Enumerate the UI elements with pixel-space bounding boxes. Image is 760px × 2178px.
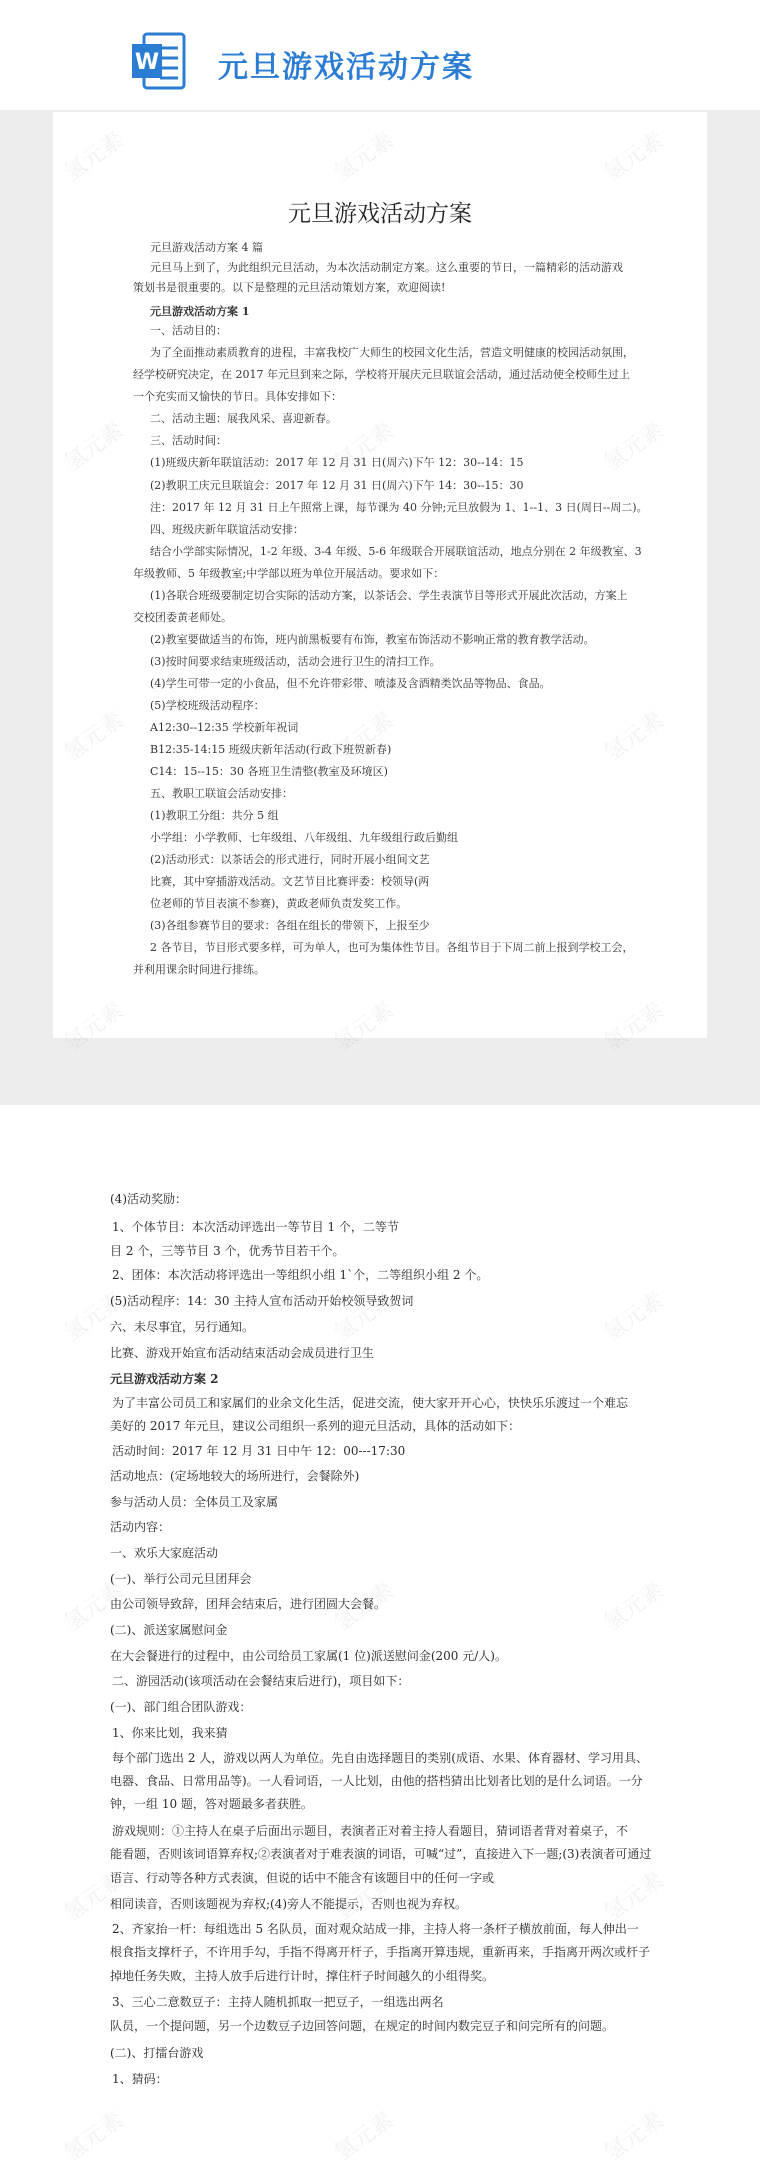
paragraph-line: 每个部门选出 2 人，游戏以两人为单位。先自由选择题目的类别(成语、水果、体育器材、学习用具、 [112, 1751, 648, 1765]
paragraph-line: (1)教职工分组：共分 5 组 [150, 809, 279, 822]
paragraph-line: 经学校研究决定，在 2017 年元旦到来之际，学校将开展庆元旦联谊会活动，通过活动使全校师生过上 [133, 368, 630, 381]
watermark-text: 氢元素 [599, 1577, 669, 1637]
paragraph-line: 年级教师、5 年级教室;中学部以班为单位开展活动。要求如下： [133, 567, 445, 580]
paragraph-line: 位老师的节目表演不参赛)，黄政老师负责发奖工作。 [150, 897, 408, 910]
paragraph-line: 为了丰富公司员工和家属们的业余文化生活，促进交流，使大家开开心心，快快乐乐渡过一个难忘 [112, 1396, 629, 1410]
paragraph-line: (1)班级庆新年联谊活动：2017 年 12 月 31 日(周六)下午 12：30--14：15 [150, 456, 524, 469]
watermark-text: 氢元素 [59, 127, 129, 187]
watermark-text: 氢元素 [599, 1287, 669, 1347]
watermark-text: 氢元素 [599, 2107, 669, 2167]
paragraph-line: 结合小学部实际情况，1-2 年级、3-4 年级、5-6 年级联合开展联谊活动，地点分别在 2 年级教室、3 [150, 545, 642, 558]
paragraph-line: 电器、食品、日常用品等)。一人看词语，一人比划，由他的搭档猜出比划者比划的是什么词语。一分 [110, 1774, 643, 1788]
paragraph-line: 活动地点：(定场地较大的场所进行，会餐除外) [110, 1469, 360, 1483]
svg-text:W: W [134, 50, 160, 75]
watermark-text: 氢元素 [329, 707, 399, 767]
document-title: 元旦游戏活动方案 [288, 201, 472, 227]
paragraph-line: 相同读音，否则该题视为弃权;(4)旁人不能提示，否则也视为弃权。 [110, 1897, 468, 1911]
paragraph-line: 活动内容： [110, 1520, 171, 1534]
paragraph-line: 队员，一个提问题，另一个边数豆子边回答问题，在规定的时间内数完豆子和问完所有的问题。 [110, 2019, 615, 2033]
paragraph-line: 钟，一组 10 题，答对题最多者获胜。 [110, 1797, 313, 1811]
watermark-text: 氢元素 [59, 1867, 129, 1927]
paragraph-line: 1、你来比划，我来猜 [112, 1726, 228, 1740]
paragraph-line: (一)、举行公司元旦团拜会 [110, 1572, 252, 1586]
paragraph-line: 1、个体节目：本次活动评选出一等节目 1 个，二等节 [112, 1220, 399, 1234]
paragraph-line: (5)活动程序：14：30 主持人宣布活动开始校领导致贺词 [110, 1294, 414, 1308]
paragraph-line: 能看题，否则该词语算弃权;②表演者对于难表演的词语，可喊“过”，直接进入下一题;(3)表演者可通过 [110, 1847, 652, 1861]
paragraph-line: 目 2 个，三等节目 3 个，优秀节目若干个。 [110, 1244, 345, 1258]
paragraph-line: 元旦游戏活动方案 1 [150, 305, 250, 318]
word-doc-icon [130, 32, 186, 90]
paragraph-line: C14：15--15：30 各班卫生清整(教室及环境区) [150, 765, 388, 778]
paragraph-line: (2)活动形式：以茶话会的形式进行，同时开展小组间文艺 [150, 853, 430, 866]
paragraph-line: 1、猜码： [112, 2072, 168, 2086]
paragraph-line: 2 各节目，节目形式要多样，可为单人，也可为集体性节目。各组节目于下周二前上报到学校工会， [150, 941, 634, 954]
paragraph-line: 并利用课余时间进行排练。 [133, 963, 265, 976]
paragraph-line: 比赛、游戏开始宣布活动结束活动会成员进行卫生 [110, 1346, 375, 1360]
watermark-text: 氢元素 [329, 2107, 399, 2167]
paragraph-line: 元旦马上到了，为此组织元旦活动，为本次活动制定方案。这么重要的节日，一篇精彩的活动游戏 [150, 261, 623, 274]
paragraph-line: 小学组：小学教师、七年级组、八年级组、九年级组行政后勤组 [150, 831, 458, 844]
paragraph-line: 比赛，其中穿插游戏活动。文艺节目比赛评委：校领导(两 [150, 875, 430, 888]
watermark-text: 氢元素 [329, 1287, 399, 1347]
paragraph-line: 美好的 2017 年元旦，建议公司组织一系列的迎元旦活动，具体的活动如下： [110, 1419, 521, 1433]
watermark-text: 氢元素 [329, 997, 399, 1057]
watermark-text: 氢元素 [59, 1287, 129, 1347]
paragraph-line: 五、教职工联谊会活动安排： [150, 787, 293, 800]
paragraph-line: (3)各组参赛节目的要求：各组在组长的带领下，上报至少 [150, 919, 430, 932]
watermark-text: 氢元素 [59, 707, 129, 767]
banner-title: 元旦游戏活动方案 [218, 50, 474, 85]
paragraph-line: (2)教职工庆元旦联谊会：2017 年 12 月 31 日(周六)下午 14：30--15：30 [150, 479, 524, 492]
watermark-text: 氢元素 [599, 707, 669, 767]
paragraph-line: 一、欢乐大家庭活动 [110, 1546, 219, 1560]
paragraph-line: (一)、部门组合团队游戏： [110, 1700, 252, 1714]
paragraph-line: 二、活动主题：展我风采、喜迎新春。 [150, 412, 337, 425]
header-banner [0, 0, 760, 110]
paragraph-line: 二、游园活动(该项活动在会餐结束后进行)，项目如下： [112, 1674, 410, 1688]
watermark-text: 氢元素 [599, 417, 669, 477]
paragraph-line: 一、活动目的： [150, 324, 227, 337]
paragraph-line: 在大会餐进行的过程中，由公司给员工家属(1 位)派送慰问金(200 元/人)。 [110, 1649, 507, 1663]
paragraph-line: 交校团委黄老师处。 [133, 611, 232, 624]
paragraph-line: 根食指支撑杆子，不许用手勾，手指不得离开杆子，手指离开算违规，重新再来，手指离开两次或杆子 [110, 1945, 651, 1959]
paragraph-line: 语言、行动等各种方式表演，但说的话中不能含有该题目中的任何一字或 [110, 1871, 495, 1885]
paragraph-line: 3、三心二意数豆子：主持人随机抓取一把豆子，一组选出两名 [112, 1995, 444, 2009]
paragraph-line: (5)学校班级活动程序： [150, 699, 265, 712]
watermark-text: 氢元素 [599, 1867, 669, 1927]
paragraph-line: A12:30--12:35 学校新年祝词 [150, 721, 299, 734]
watermark-text: 氢元素 [329, 1577, 399, 1637]
watermark-text: 氢元素 [59, 417, 129, 477]
paragraph-line: (4)活动奖励： [110, 1192, 187, 1206]
paragraph-line: 掉地任务失败，主持人放手后进行计时，撑住杆子时间越久的小组得奖。 [110, 1969, 495, 1983]
watermark-text: 氢元素 [329, 1867, 399, 1927]
paragraph-line: 元旦游戏活动方案 2 [110, 1372, 219, 1386]
watermark-text: 氢元素 [59, 1577, 129, 1637]
paragraph-line: 六、未尽事宜，另行通知。 [110, 1320, 255, 1334]
paragraph-line: 活动时间：2017 年 12 月 31 日中午 12：00---17:30 [112, 1444, 406, 1458]
paragraph-line: (二)、打擂台游戏 [110, 2046, 204, 2060]
paragraph-line: 参与活动人员：全体员工及家属 [110, 1495, 279, 1509]
paragraph-line: 游戏规则：①主持人在桌子后面出示题目，表演者正对着主持人看题目，猜词语者背对着桌子，不 [112, 1824, 629, 1838]
watermark-text: 氢元素 [329, 127, 399, 187]
paragraph-line: 元旦游戏活动方案 4 篇 [150, 241, 263, 254]
paragraph-line: 注：2017 年 12 月 31 日上午照常上课，每节课为 40 分钟;元旦放假为 1、1--1、3 日(周日--周二)。 [150, 501, 648, 514]
paragraph-line: (4)学生可带一定的小食品，但不允许带彩带、喷漆及含酒精类饮品等物品、食品。 [150, 677, 551, 690]
paragraph-line: 2、团体：本次活动将评选出一等组织小组 1`个，二等组织小组 2 个。 [112, 1268, 489, 1282]
watermark-text: 氢元素 [599, 997, 669, 1057]
paragraph-line: 四、班级庆新年联谊活动安排： [150, 523, 304, 536]
watermark-text: 氢元素 [59, 997, 129, 1057]
paragraph-line: 三、活动时间： [150, 434, 227, 447]
watermark-text: 氢元素 [59, 2107, 129, 2167]
paragraph-line: B12:35-14:15 班级庆新年活动(行政下班贺新春) [150, 743, 392, 756]
paragraph-line: (二)、派送家属慰问金 [110, 1623, 228, 1637]
watermark-text: 氢元素 [329, 417, 399, 477]
paragraph-line: 策划书是很重要的。以下是整理的元旦活动策划方案，欢迎阅读! [133, 281, 446, 294]
paragraph-line: (1)各联合班级要制定切合实际的活动方案，以茶话会、学生表演节目等形式开展此次活动，方案上 [150, 589, 628, 602]
paragraph-line: 由公司领导致辞，团拜会结束后，进行团圆大会餐。 [110, 1597, 387, 1611]
paragraph-line: 一个充实而又愉快的节日。具体安排如下： [133, 390, 342, 403]
watermark-text: 氢元素 [599, 127, 669, 187]
paragraph-line: 为了全面推动素质教育的进程，丰富我校广大师生的校园文化生活，营造文明健康的校园活动氛围， [150, 346, 634, 359]
paragraph-line: (2)教室要做适当的布饰，班内前黑板要有布饰，教室布饰活动不影响正常的教育教学活动。 [150, 633, 595, 646]
paragraph-line: 2、齐家抬一杆：每组选出 5 名队员，面对观众站成一排，主持人将一条杆子横放前面，每人伸出一 [112, 1922, 639, 1936]
paragraph-line: (3)按时间要求结束班级活动，活动会进行卫生的清扫工作。 [150, 655, 441, 668]
